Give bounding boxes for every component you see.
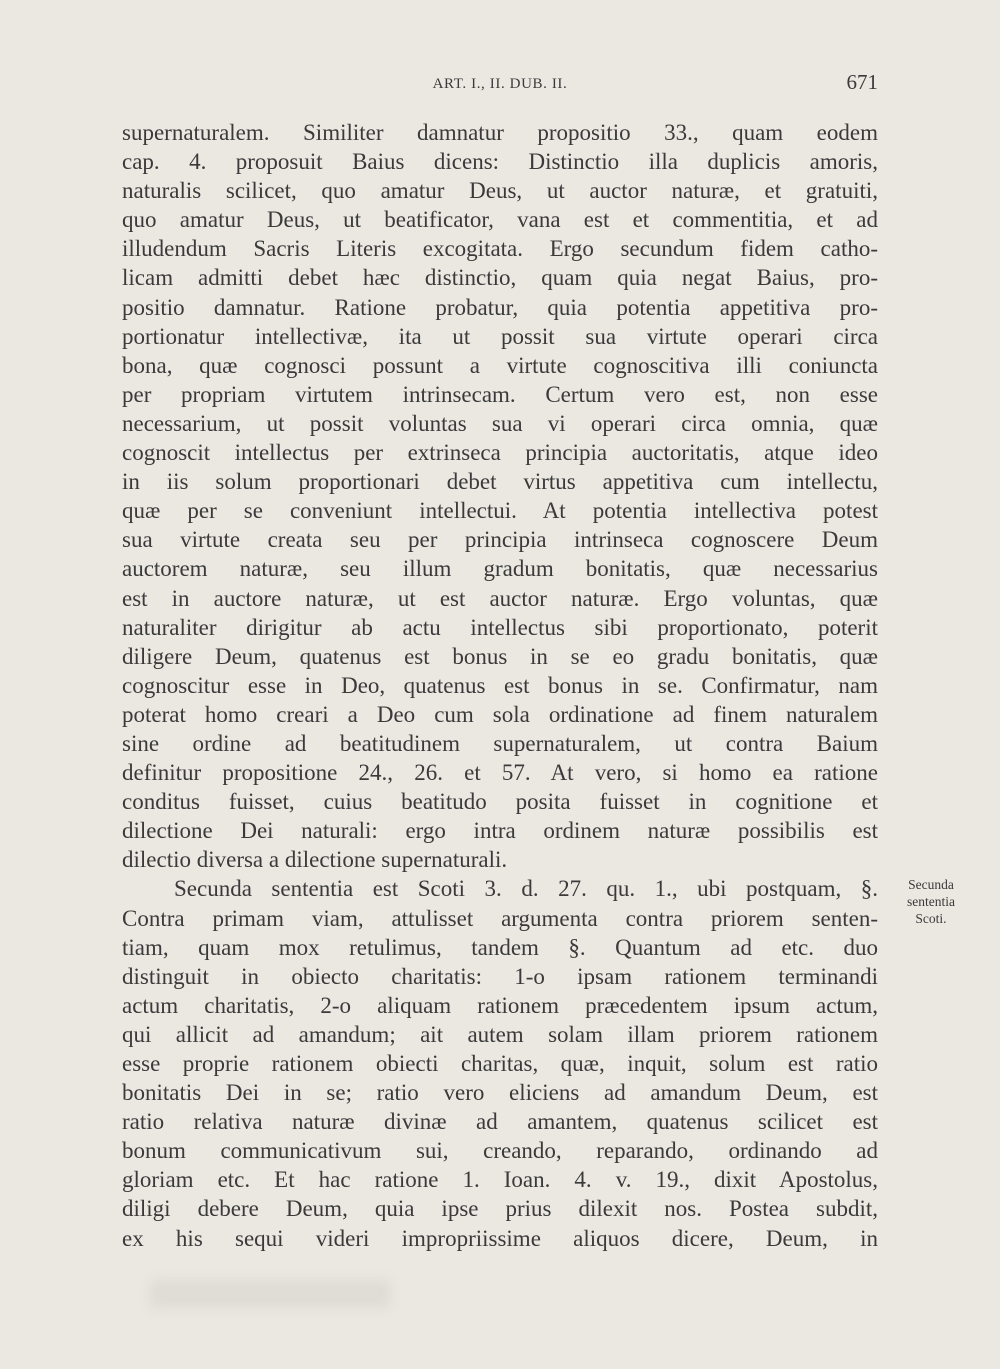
text-line: diligere Deum, quatenus est bonus in se eo gradu bonitatis, quæ (122, 643, 878, 669)
text-line: quæ per se conveniunt intellectui. At potentia intellectiva potest (122, 498, 878, 524)
text-line: conditus fuisset, cuius beatitudo posita fuisset in cognitione et (122, 789, 878, 815)
text-line: bonitatis Dei in se; ratio vero eliciens ad amandum Deum, est (122, 1080, 878, 1106)
text-line: bona, quæ cognosci possunt a virtute cognoscitiva illi coniuncta (122, 352, 878, 378)
text-line: cap. 4. proposuit Baius dicens: Distinctio illa duplicis amoris, (122, 149, 878, 175)
text-line: auctorem naturæ, seu illum gradum bonitatis, quæ necessarius (122, 556, 878, 582)
text-line: per propriam virtutem intrinsecam. Certum vero est, non esse (122, 381, 878, 407)
marginal-note (890, 876, 972, 927)
text-line: sua virtute creata seu per principia intrinseca cognoscere Deum (122, 527, 878, 553)
text-line: supernaturalem. Similiter damnatur propositio 33., quam eodem (122, 120, 878, 145)
text-line: actum charitatis, 2-o aliquam rationem præcedentem ipsum actum, (122, 992, 878, 1018)
text-line: positio damnatur. Ratione probatur, quia potentia appetitiva pro- (122, 294, 878, 320)
text-line: quo amatur Deus, ut beatificator, vana est et commentitia, et ad (122, 207, 878, 233)
text-line: qui allicit ad amandum; ait autem solam illam priorem rationem (122, 1021, 878, 1047)
text-line: poterat homo creari a Deo cum sola ordinatione ad finem naturalem (122, 701, 878, 727)
text-line: in iis solum proportionari debet virtus appetitiva cum intellectu, (122, 469, 878, 495)
text-line: illudendum Sacris Literis excogitata. Ergo secundum fidem catho- (122, 236, 878, 262)
text-line: diligi debere Deum, quia ipse prius dilexit nos. Postea subdit, (122, 1196, 878, 1222)
text-line: est in auctore naturæ, ut est auctor naturæ. Ergo voluntas, quæ (122, 585, 878, 611)
text-line: gloriam etc. Et hac ratione 1. Ioan. 4. v. 19., dixit Apostolus, (122, 1167, 878, 1193)
text-line: cognoscitur esse in Deo, quatenus est bonus in se. Confirmatur, nam (122, 672, 878, 698)
running-header: ART. I., II. DUB. II. (432, 76, 568, 92)
text-line: distinguit in obiecto charitatis: 1-o ipsam rationem terminandi (122, 963, 878, 989)
show-through-smudge (150, 1280, 390, 1308)
text-line: tiam, quam mox retulimus, tandem §. Quantum ad etc. duo (122, 934, 878, 960)
text-line: portionatur intellectivæ, ita ut possit sua virtute operari circa (122, 323, 878, 349)
text-line: esse proprie rationem obiecti charitas, quæ, inquit, solum est ratio (122, 1051, 878, 1076)
text-line: sine ordine ad beatitudinem supernaturalem, ut contra Baium (122, 730, 878, 756)
text-line: naturaliter dirigitur ab actu intellectus sibi proportionato, poterit (122, 614, 878, 640)
text-line: cognoscit intellectus per extrinseca principia auctoritatis, atque ideo (122, 440, 878, 466)
marginal-note-line: Scoti. (915, 911, 947, 926)
text-line: ex his sequi videri impropriissime aliquos dicere, Deum, in (122, 1225, 878, 1251)
text-line: licam admitti debet hæc distinctio, quam quia negat Baius, pro- (122, 265, 878, 291)
main-text-block (122, 118, 878, 1253)
paragraph-end-line: dilectio diversa a dilectione supernaturali. (122, 847, 508, 873)
text-line: necessarium, ut possit voluntas sua vi operari circa omnia, quæ (122, 410, 878, 436)
text-line: definitur propositione 24., 26. et 57. At vero, si homo ea ratione (122, 760, 878, 786)
marginal-note-line: sententia (907, 894, 955, 909)
text-line: ratio relativa naturæ divinæ ad amantem, quatenus scilicet est (122, 1109, 878, 1135)
marginal-note-line: Secunda (908, 877, 954, 892)
text-line: naturalis scilicet, quo amatur Deus, ut auctor naturæ, et gratuiti, (122, 178, 878, 204)
paragraph-start-line: Secunda sententia est Scoti 3. d. 27. qu. 1., ubi postquam, §. (174, 876, 878, 902)
page-number: 671 (846, 70, 878, 94)
text-line: bonum communicativum sui, creando, reparando, ordinando ad (122, 1138, 878, 1164)
text-line: Contra primam viam, attulisset argumenta contra priorem senten- (122, 905, 878, 931)
text-line: dilectione Dei naturali: ergo intra ordinem naturæ possibilis est (122, 818, 878, 844)
